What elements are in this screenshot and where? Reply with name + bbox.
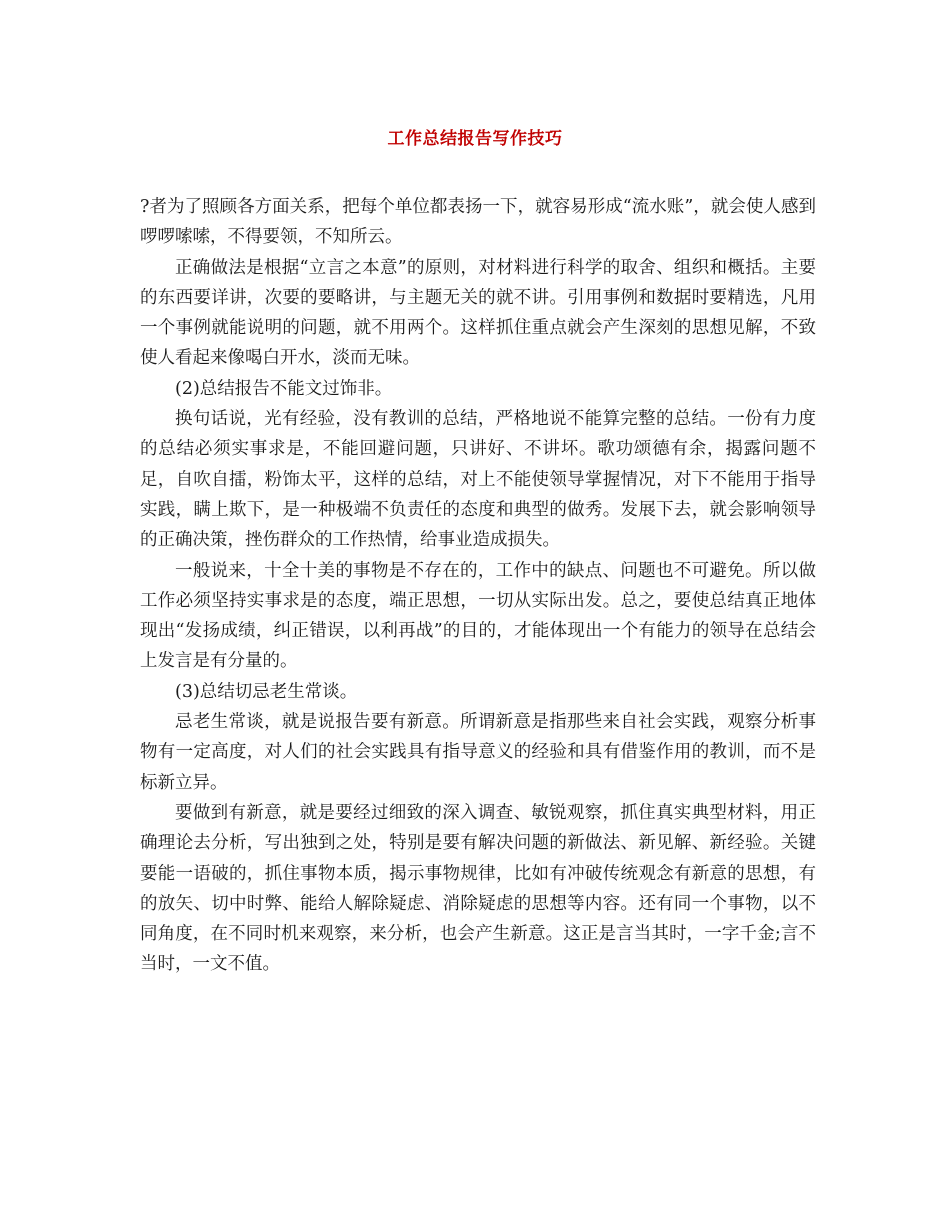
section-heading-2: (2)总结报告不能文过饰非。 xyxy=(175,378,393,399)
section-heading-3: (3)总结切忌老生常谈。 xyxy=(175,681,358,702)
document-body xyxy=(140,192,816,980)
paragraph-2: 正确做法是根据“立言之本意”的原则，对材料进行科学的取舍、组织和概括。主要的东西要详讲，次要的要略讲，与主题无关的就不讲。引用事例和数据时要精选，凡用一个事例就能说明的问题，就不用两个。这样抓住重点就会产生深刻的思想见解，不致使人看起来像喝白开水，淡而无味。 xyxy=(140,257,816,369)
paragraph-4: 一般说来，十全十美的事物是不存在的，工作中的缺点、问题也不可避免。所以做工作必须坚持实事求是的态度，端正思想，一切从实际出发。总之，要使总结真正地体现出“发扬成绩，纠正错误，以利再战”的目的，才能体现出一个有能力的领导在总结会上发言是有分量的。 xyxy=(140,560,816,672)
paragraph-1: ?者为了照顾各方面关系，把每个单位都表扬一下，就容易形成“流水账”，就会使人感到啰啰嗦嗦，不得要领，不知所云。 xyxy=(140,197,816,248)
paragraph-5: 忌老生常谈，就是说报告要有新意。所谓新意是指那些来自社会实践，观察分析事物有一定高度，对人们的社会实践具有指导意义的经验和具有借鉴作用的教训，而不是标新立异。 xyxy=(140,712,816,793)
paragraph-3: 换句话说，光有经验，没有教训的总结，严格地说不能算完整的总结。一份有力度的总结必须实事求是，不能回避问题，只讲好、不讲坏。歌功颂德有余，揭露问题不足，自吹自擂，粉饰太平，这样的总结，对上不能使领导掌握情况，对下不能用于指导实践，瞒上欺下，是一种极端不负责任的态度和典型的做秀。发展下去，就会影响领导的正确决策，挫伤群众的工作热情，给事业造成损失。 xyxy=(140,409,816,551)
paragraph-6: 要做到有新意，就是要经过细致的深入调查、敏锐观察，抓住真实典型材料，用正确理论去分析，写出独到之处，特别是要有解决问题的新做法、新见解、新经验。关键要能一语破的，抓住事物本质，揭示事物规律，比如有冲破传统观念有新意的思想，有的放矢、切中时弊、能给人解除疑虑、消除疑虑的思想等内容。还有同一个事物，以不同角度，在不同时机来观察，来分析，也会产生新意。这正是言当其时，一字千金;言不当时，一文不值。 xyxy=(140,802,816,975)
document-title: 工作总结报告写作技巧 xyxy=(387,129,563,149)
